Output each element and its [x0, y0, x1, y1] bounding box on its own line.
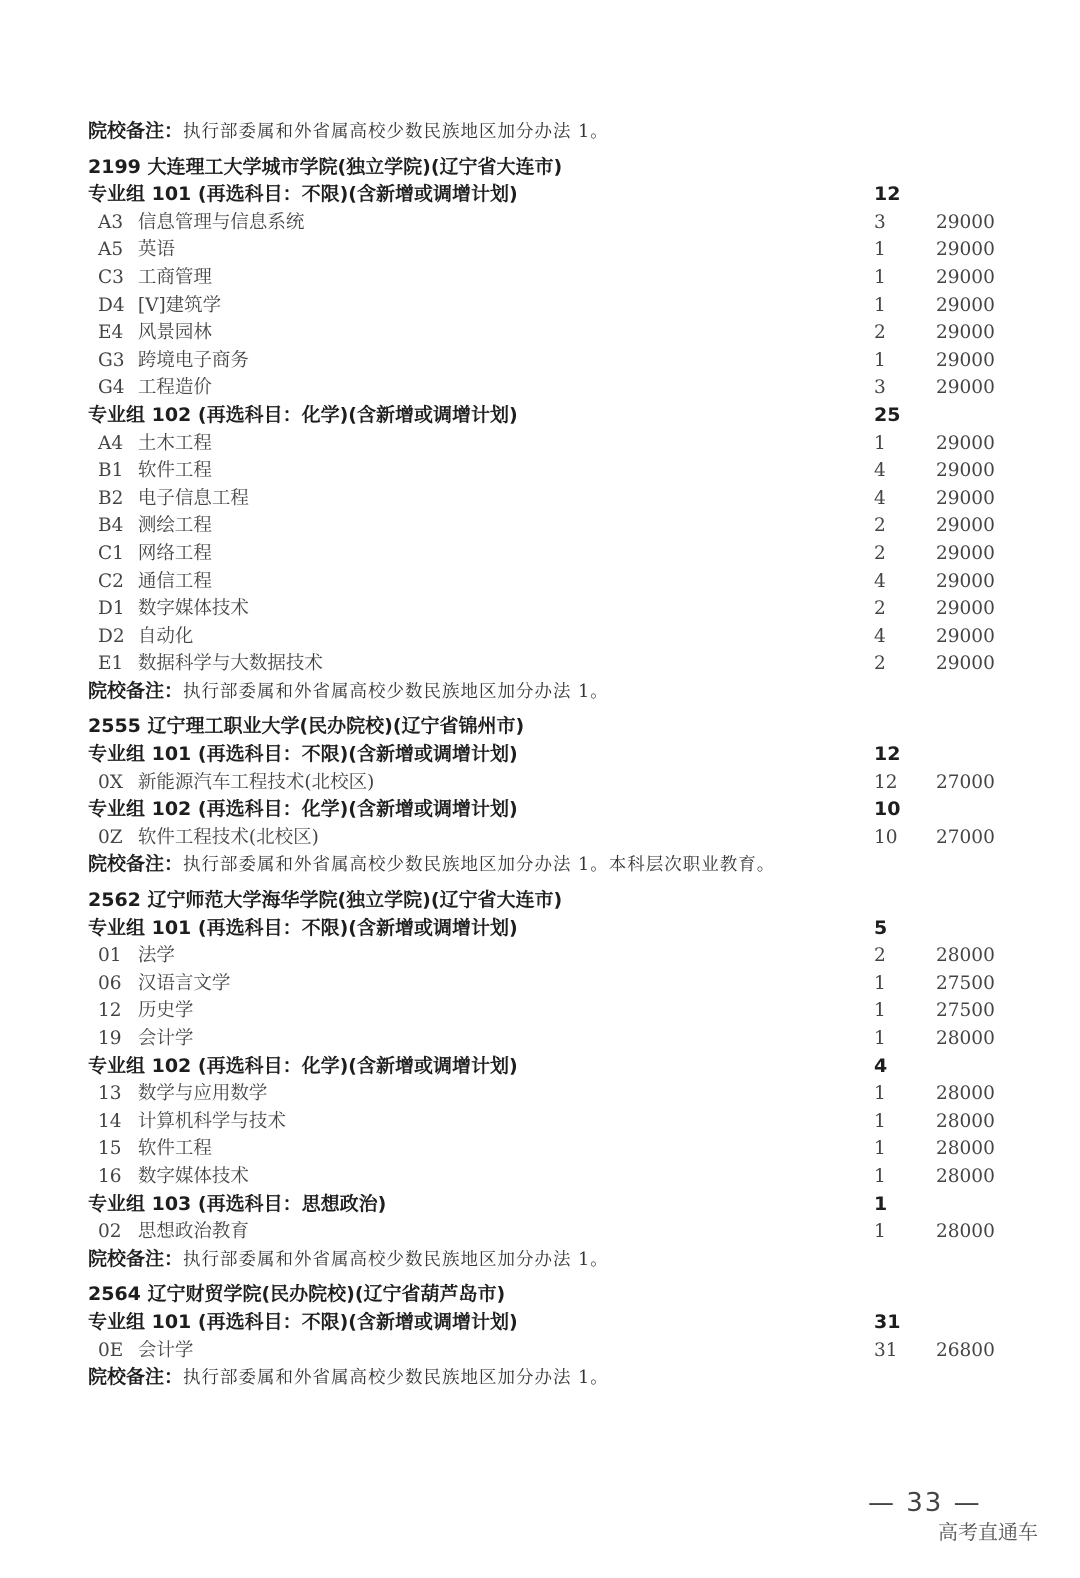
major-row [88, 374, 1008, 402]
group-title: 专业组 102 (再选科目：化学)(含新增或调增计划) [88, 403, 518, 426]
school-remark [88, 678, 1008, 706]
major-row [88, 540, 1008, 568]
major-row [88, 1337, 1008, 1365]
major-row [88, 942, 1008, 970]
major-code: D1 [98, 598, 125, 620]
major-row [88, 997, 1008, 1025]
group-title: 专业组 103 (再选科目：思想政治) [88, 1192, 387, 1215]
group-row [88, 796, 1008, 824]
major-row [88, 1135, 1008, 1163]
remark-text: 执行部委属和外省属高校少数民族地区加分办法 1。 [183, 681, 609, 702]
major-count: 2 [874, 653, 886, 675]
major-name: 会计学 [137, 1339, 194, 1361]
major-name: 数学与应用数学 [137, 1083, 268, 1105]
major-name: 工程造价 [137, 377, 212, 399]
group-count: 25 [874, 403, 901, 426]
major-name: 信息管理与信息系统 [137, 211, 305, 233]
major-count: 3 [874, 377, 886, 399]
group-row [88, 1191, 1008, 1219]
major-name: 思想政治教育 [137, 1221, 249, 1243]
major-code: C2 [98, 570, 124, 592]
major-name: 自动化 [137, 625, 194, 647]
group-row [88, 741, 1008, 769]
major-code: C3 [98, 266, 124, 288]
major-row [88, 623, 1008, 651]
group-row [88, 1053, 1008, 1081]
group-title: 专业组 101 (再选科目：不限)(含新增或调增计划) [88, 916, 518, 939]
major-row [88, 1025, 1008, 1053]
major-count: 1 [874, 1000, 886, 1022]
major-fee: 28000 [936, 1083, 995, 1105]
major-fee: 29000 [936, 322, 995, 344]
major-count: 3 [874, 211, 886, 233]
major-count: 10 [874, 826, 898, 848]
major-code: 13 [98, 1083, 122, 1105]
major-code: 15 [98, 1138, 122, 1160]
school-remark [88, 1364, 1008, 1392]
major-row [88, 1108, 1008, 1136]
remark-text: 执行部委属和外省属高校少数民族地区加分办法 1。 [183, 122, 609, 142]
major-name: [Ⅴ]建筑学 [137, 294, 222, 316]
group-row [88, 181, 1008, 209]
major-code: B2 [98, 487, 124, 509]
major-name: 数字媒体技术 [137, 598, 249, 620]
major-row [88, 970, 1008, 998]
major-row [88, 769, 1008, 797]
major-fee: 29000 [936, 487, 995, 509]
major-name: 计算机科学与技术 [137, 1110, 286, 1132]
major-code: D2 [98, 625, 125, 647]
group-row [88, 402, 1008, 430]
major-code: A5 [98, 239, 124, 261]
major-name: 工商管理 [137, 266, 212, 288]
school-title: 2199 大连理工大学城市学院(独立学院)(辽宁省大连市) [88, 155, 563, 178]
major-name: 电子信息工程 [137, 487, 249, 509]
major-fee: 29000 [936, 598, 995, 620]
major-fee: 29000 [936, 239, 995, 261]
major-fee: 26800 [936, 1339, 995, 1361]
major-name: 新能源汽车工程技术(北校区) [137, 771, 375, 793]
major-fee: 27000 [936, 826, 995, 848]
major-row [88, 457, 1008, 485]
major-row [88, 1218, 1008, 1246]
major-fee: 29000 [936, 625, 995, 647]
school-remark [88, 118, 1008, 146]
remark-label: 院校备注： [88, 679, 184, 702]
major-name: 历史学 [137, 1000, 194, 1022]
major-count: 4 [874, 460, 886, 482]
school-title: 2562 辽宁师范大学海华学院(独立学院)(辽宁省大连市) [88, 889, 563, 912]
major-count: 4 [874, 487, 886, 509]
major-fee: 29000 [936, 377, 995, 399]
group-row [88, 915, 1008, 943]
major-fee: 28000 [936, 1028, 995, 1049]
major-count: 2 [874, 322, 886, 344]
group-count: 4 [874, 1054, 888, 1077]
major-name: 网络工程 [137, 542, 212, 564]
major-fee: 28000 [936, 1221, 995, 1243]
major-count: 12 [874, 771, 898, 793]
remark-text: 执行部委属和外省属高校少数民族地区加分办法 1。 [183, 1368, 609, 1389]
major-fee: 29000 [936, 211, 995, 233]
major-name: 数字媒体技术 [137, 1165, 249, 1187]
group-title: 专业组 101 (再选科目：不限)(含新增或调增计划) [88, 183, 518, 206]
major-name: 跨境电子商务 [137, 349, 249, 371]
major-name: 会计学 [137, 1028, 194, 1049]
major-count: 4 [874, 570, 886, 592]
major-name: 法学 [137, 945, 175, 967]
major-name: 汉语言文学 [137, 972, 231, 994]
major-code: 0Z [98, 826, 123, 848]
major-code: B4 [98, 515, 124, 537]
major-code: G3 [98, 349, 125, 371]
remark-text: 执行部委属和外省属高校少数民族地区加分办法 1。 [183, 1249, 609, 1270]
major-name: 软件工程 [137, 460, 212, 482]
major-count: 1 [874, 1221, 886, 1243]
remark-label: 院校备注： [88, 120, 184, 142]
school-title: 2564 辽宁财贸学院(民办院校)(辽宁省葫芦岛市) [88, 1283, 506, 1306]
remark-label: 院校备注： [88, 853, 184, 876]
major-count: 1 [874, 266, 886, 288]
major-name: 通信工程 [137, 570, 212, 592]
major-count: 1 [874, 1110, 886, 1132]
major-row [88, 595, 1008, 623]
major-fee: 29000 [936, 432, 995, 454]
remark-text: 执行部委属和外省属高校少数民族地区加分办法 1。本科层次职业教育。 [183, 855, 776, 876]
major-code: 0X [98, 771, 123, 793]
major-fee: 28000 [936, 1165, 995, 1187]
major-count: 2 [874, 598, 886, 620]
major-name: 软件工程技术(北校区) [137, 826, 319, 848]
group-count: 10 [874, 798, 901, 821]
major-fee: 27000 [936, 771, 995, 793]
school-remark [88, 851, 1008, 879]
group-count: 12 [874, 183, 901, 206]
group-row [88, 1309, 1008, 1337]
major-name: 英语 [137, 239, 175, 261]
group-count: 12 [874, 743, 901, 766]
page-number: — 33 — [868, 1488, 982, 1518]
major-row [88, 650, 1008, 678]
document-page [88, 118, 1008, 1392]
major-count: 2 [874, 945, 886, 967]
major-count: 1 [874, 294, 886, 316]
major-count: 1 [874, 432, 886, 454]
major-fee: 28000 [936, 1110, 995, 1132]
major-count: 1 [874, 1138, 886, 1160]
group-count: 31 [874, 1310, 901, 1333]
remark-label: 院校备注： [88, 1366, 184, 1389]
major-fee: 27500 [936, 1000, 995, 1022]
major-code: 01 [98, 945, 122, 967]
major-name: 软件工程 [137, 1138, 212, 1160]
major-count: 1 [874, 1083, 886, 1105]
major-fee: 29000 [936, 515, 995, 537]
group-title: 专业组 101 (再选科目：不限)(含新增或调增计划) [88, 1310, 518, 1333]
major-count: 2 [874, 542, 886, 564]
major-code: E4 [98, 322, 124, 344]
major-code: G4 [98, 377, 125, 399]
major-code: B1 [98, 460, 124, 482]
major-row [88, 209, 1008, 237]
major-count: 31 [874, 1339, 898, 1361]
major-count: 1 [874, 972, 886, 994]
major-code: D4 [98, 294, 125, 316]
major-count: 1 [874, 239, 886, 261]
major-code: C1 [98, 542, 124, 564]
school-remark [88, 1246, 1008, 1274]
major-code: 0E [98, 1339, 124, 1361]
watermark: 高考直通车 [938, 1520, 1038, 1544]
major-fee: 28000 [936, 945, 995, 967]
major-fee: 28000 [936, 1138, 995, 1160]
major-name: 风景园林 [137, 322, 212, 344]
school-list [88, 146, 1008, 1392]
major-fee: 29000 [936, 294, 995, 316]
major-name: 数据科学与大数据技术 [137, 653, 323, 675]
major-fee: 29000 [936, 460, 995, 482]
major-code: A3 [98, 211, 124, 233]
major-row [88, 1163, 1008, 1191]
major-row [88, 568, 1008, 596]
major-row [88, 430, 1008, 458]
group-count: 1 [874, 1192, 888, 1215]
major-row [88, 292, 1008, 320]
major-count: 1 [874, 349, 886, 371]
major-row [88, 264, 1008, 292]
group-title: 专业组 102 (再选科目：化学)(含新增或调增计划) [88, 1054, 518, 1077]
group-count: 5 [874, 916, 888, 939]
major-count: 1 [874, 1028, 886, 1049]
major-code: 16 [98, 1165, 122, 1187]
major-name: 测绘工程 [137, 515, 212, 537]
major-fee: 29000 [936, 570, 995, 592]
major-fee: 29000 [936, 653, 995, 675]
major-count: 2 [874, 515, 886, 537]
school-title: 2555 辽宁理工职业大学(民办院校)(辽宁省锦州市) [88, 715, 525, 738]
major-row [88, 1080, 1008, 1108]
major-row [88, 824, 1008, 852]
major-row [88, 347, 1008, 375]
major-count: 4 [874, 625, 886, 647]
group-title: 专业组 102 (再选科目：化学)(含新增或调增计划) [88, 798, 518, 821]
major-fee: 29000 [936, 266, 995, 288]
major-row [88, 512, 1008, 540]
major-code: E1 [98, 653, 124, 675]
major-code: 12 [98, 1000, 122, 1022]
remark-label: 院校备注： [88, 1247, 184, 1270]
major-fee: 27500 [936, 972, 995, 994]
major-code: A4 [98, 432, 124, 454]
major-code: 14 [98, 1110, 122, 1132]
major-code: 06 [98, 972, 122, 994]
major-code: 19 [98, 1028, 122, 1049]
major-fee: 29000 [936, 542, 995, 564]
major-fee: 29000 [936, 349, 995, 371]
major-code: 02 [98, 1221, 122, 1243]
major-row [88, 236, 1008, 264]
group-title: 专业组 101 (再选科目：不限)(含新增或调增计划) [88, 743, 518, 766]
major-row [88, 485, 1008, 513]
major-row [88, 319, 1008, 347]
major-name: 土木工程 [137, 432, 212, 454]
major-count: 1 [874, 1165, 886, 1187]
